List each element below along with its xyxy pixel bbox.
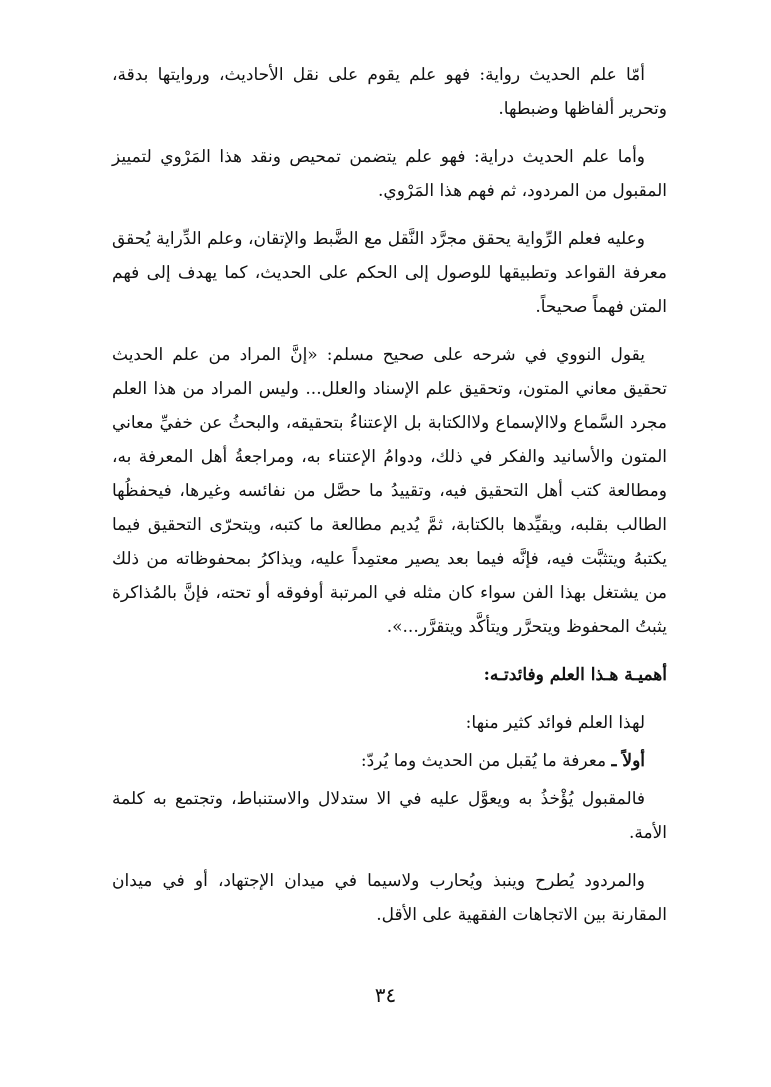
first-benefit-text: معرفة ما يُقبل من الحديث وما يُردّ:: [360, 751, 607, 771]
paragraph-first-benefit: [112, 744, 667, 778]
paragraph-benefits-intro: لهذا العلم فوائد كثير منها:: [465, 713, 645, 733]
paragraph-nawawi-quote: يقول النووي في شرحه على صحيح مسلم: «إنَّ المراد من علم الحديث تحقيق معاني المتون، وتحقيق علم الإسناد والعلل... وليس المراد من هذا العلم مجرد السَّماع ولاالإسماع ولاالكتابة بل الإعتناءُ بتحقيقه، والبحثُ عن خفيِّ معاني المتون والأسانيد والفكر في ذلك، ودوامُ الإعتناء به، ومراجعةُ أهل المعرفة به، ومطالعة كتب أهل التحقيق فيه، وتقييدُ ما حصَّل من نفائسه وغيرها، فيحفظُها الطالب بقلبه، ويقيِّدها بالكتابة، ثمَّ يُديم مطالعة ما كتبه، ويتحرّى التحقيق فيما يكتبهُ ويتثبَّت فيه، فإنَّه فيما بعد يصير معتمِداً عليه، ويذاكرُ بمحفوظاته من ذلك من يشتغل بهذا الفن سواء كان مثله في المرتبة أوفوقه أو تحته، فإنَّ بالمُذاكرة يثبتُ المحفوظ ويتحرَّر ويتأكَّد ويتقرَّر...».: [112, 345, 667, 637]
first-benefit-label: أولاً ـ: [611, 751, 645, 771]
paragraph-riwaya: أمّا علم الحديث رواية: فهو علم يقوم على نقل الأحاديث، وروايتها بدقة، وتحرير ألفاظها وضبطها.: [112, 65, 667, 119]
page-body: [112, 58, 667, 946]
paragraph-accepted: فالمقبول يُؤْخذُ به ويعوَّل عليه في الا ستدلال والاستنباط، وتجتمع به كلمة الأمة.: [112, 789, 667, 843]
paragraph-summary: وعليه فعلم الرِّواية يحقق مجرَّد النَّقل مع الضَّبط والإتقان، وعلم الدِّراية يُحقق معرفة القواعد وتطبيقها للوصول إلى الحكم على الحديث، كما يهدف إلى فهم المتن فهماً صحيحاً.: [112, 229, 667, 317]
section-heading: أهميـة هـذا العلم وفائدتـه:: [483, 665, 667, 685]
page-number: ٣٤: [374, 983, 397, 1007]
paragraph-diraya: وأما علم الحديث دراية: فهو علم يتضمن تمحيص ونقد هذا المَرْوي لتمييز المقبول من المردود، ثم فهم هذا المَرْوي.: [112, 147, 667, 201]
paragraph-rejected: والمردود يُطرح وينبذ ويُحارب ولاسيما في ميدان الإجتهاد، أو في ميدان المقارنة بين الاتجاهات الفقهية على الأقل.: [112, 871, 667, 925]
